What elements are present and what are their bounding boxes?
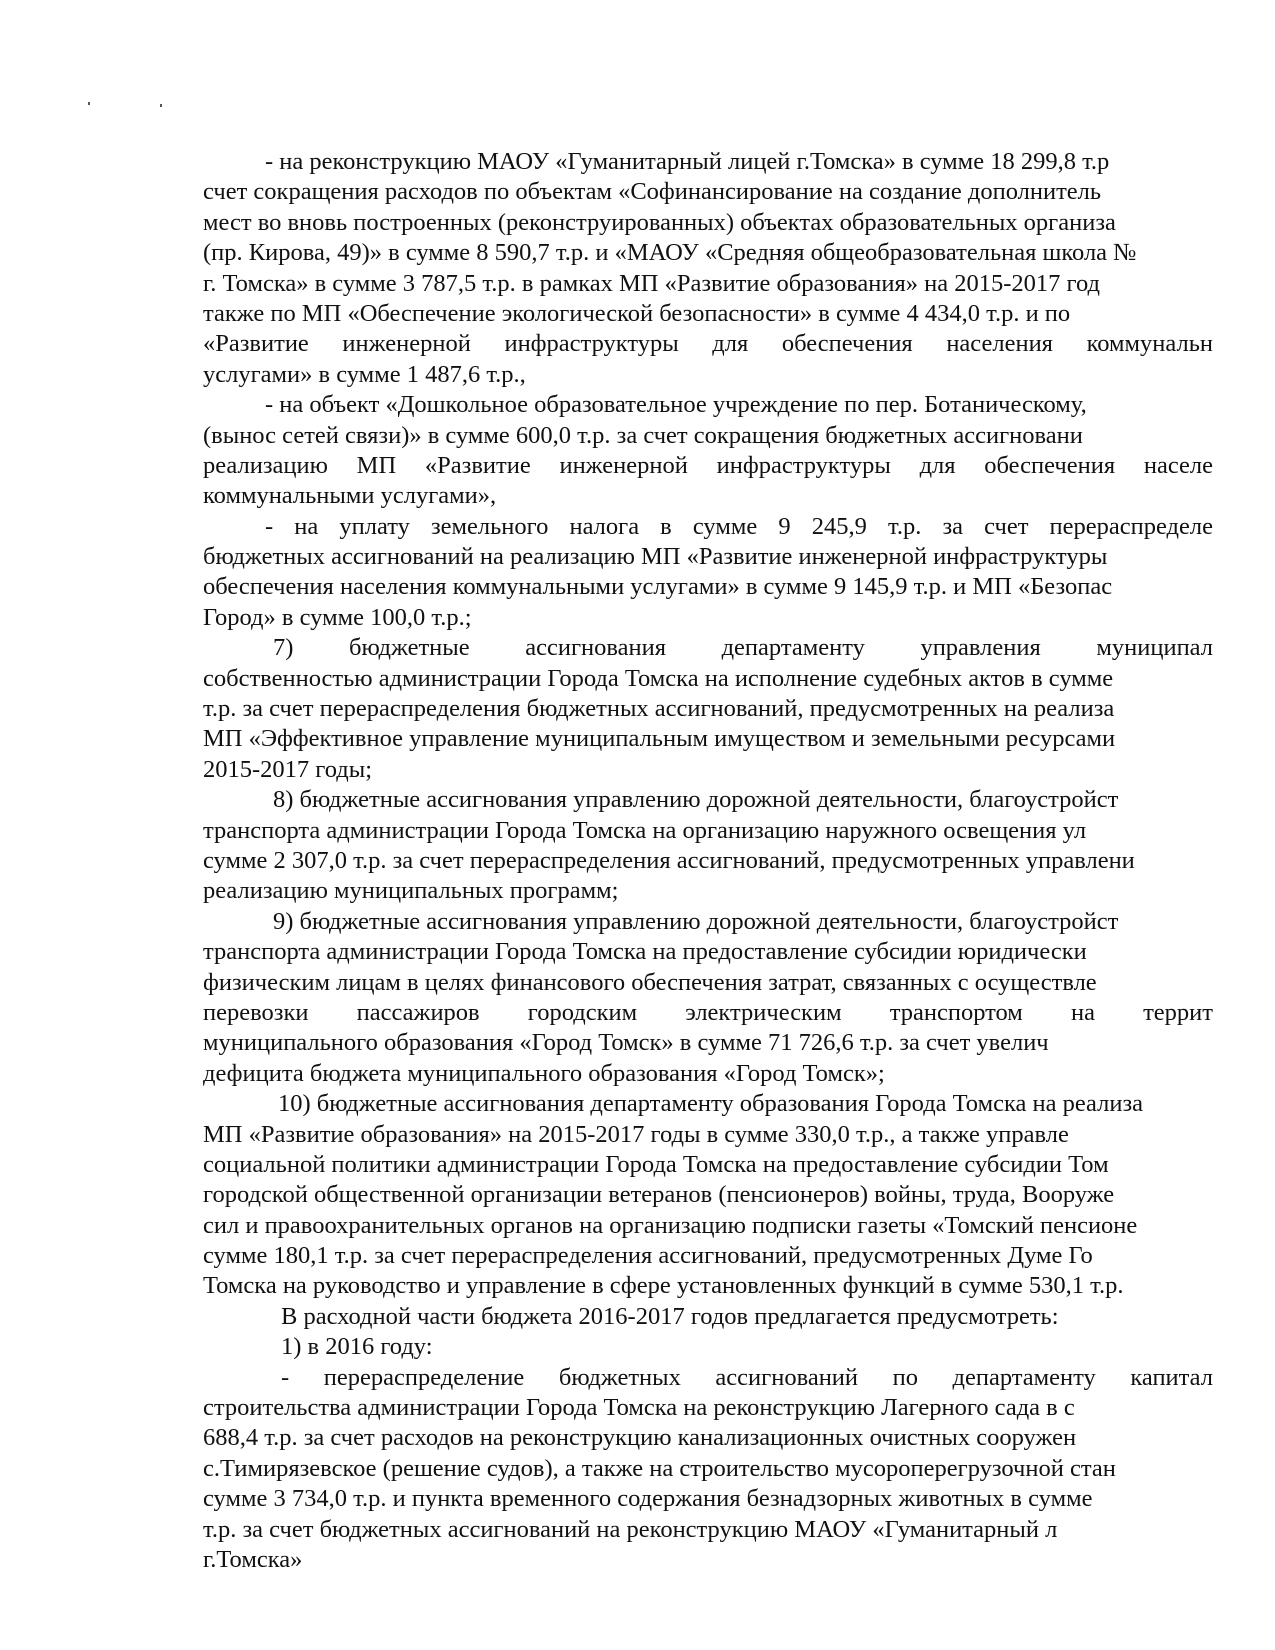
text-line: 2015-2017 годы; [203, 755, 372, 783]
scan-speck [88, 102, 90, 105]
text-line: мест во вновь построенных (реконструированных) объектах образовательных организа [203, 208, 1116, 236]
text-line: 9) бюджетные ассигнования управлению дорожной деятельности, благоустройст [273, 907, 1119, 935]
text-line: 1) в 2016 году: [281, 1333, 433, 1361]
text-line: «Развитие инженерной инфраструктуры для обеспечения населения коммунальн [203, 330, 1213, 358]
text-line: дефицита бюджета муниципального образования «Город Томск»; [203, 1059, 885, 1087]
text-line: городской общественной организации ветеранов (пенсионеров) войны, труда, Вооруже [203, 1181, 1115, 1209]
text-line: т.р. за счет бюджетных ассигнований на реконструкцию МАОУ «Гуманитарный л [203, 1515, 1058, 1543]
text-line: (пр. Кирова, 49)» в сумме 8 590,7 т.р. и «МАОУ «Средняя общеобразовательная школа № [203, 239, 1137, 267]
text-line: сумме 2 307,0 т.р. за счет перераспределения ассигнований, предусмотренных управлени [203, 846, 1135, 874]
text-line: счет сокращения расходов по объектам «Софинансирование на создание дополнитель [203, 178, 1102, 206]
text-line: муниципального образования «Город Томск» в сумме 71 726,6 т.р. за счет увелич [203, 1029, 1049, 1057]
text-line: собственностью администрации Города Томска на исполнение судебных актов в сумме [203, 664, 1114, 692]
text-line: физическим лицам в целях финансового обеспечения затрат, связанных с осуществле [203, 968, 1097, 996]
text-line: - перераспределение бюджетных ассигнований по департаменту капитал [281, 1363, 1213, 1391]
text-line: также по МП «Обеспечение экологической безопасности» в сумме 4 434,0 т.р. и по [203, 299, 1071, 327]
text-line: бюджетных ассигнований на реализацию МП «Развитие инженерной инфраструктуры [203, 543, 1108, 571]
text-line: транспорта администрации Города Томска на организацию наружного освещения ул [203, 816, 1087, 844]
text-line: сумме 180,1 т.р. за счет перераспределения ассигнований, предусмотренных Думе Го [203, 1242, 1093, 1270]
text-line: перевозки пассажиров городским электрическим транспортом на террит [203, 998, 1213, 1026]
text-line: - на уплату земельного налога в сумме 9 245,9 т.р. за счет перераспределе [265, 512, 1213, 540]
text-line: с.Тимирязевское (решение судов), а также на строительство мусороперегрузочной стан [203, 1454, 1116, 1482]
text-line: услугами» в сумме 1 487,6 т.р., [203, 360, 526, 388]
text-line: 688,4 т.р. за счет расходов на реконструкцию канализационных очистных сооружен [203, 1424, 1077, 1452]
text-line: МП «Развитие образования» на 2015-2017 годы в сумме 330,0 т.р., а также управле [203, 1120, 1069, 1148]
text-line: 8) бюджетные ассигнования управлению дорожной деятельности, благоустройст [273, 786, 1119, 814]
text-line: В расходной части бюджета 2016-2017 годов предлагается предусмотреть: [281, 1302, 1059, 1330]
text-line: т.р. за счет перераспределения бюджетных ассигнований, предусмотренных на реализа [203, 695, 1115, 723]
text-line: сил и правоохранительных органов на организацию подписки газеты «Томский пенсионе [203, 1211, 1138, 1239]
text-line: сумме 3 734,0 т.р. и пункта временного содержания безнадзорных животных в сумме [203, 1485, 1093, 1513]
text-line: 10) бюджетные ассигнования департаменту образования Города Томска на реализа [278, 1090, 1144, 1118]
text-line: г.Томска» [203, 1545, 303, 1573]
text-line: - на объект «Дошкольное образовательное учреждение по пер. Ботаническому, [265, 391, 1087, 419]
text-line: реализацию МП «Развитие инженерной инфраструктуры для обеспечения населе [203, 451, 1213, 479]
text-line: Томска на руководство и управление в сфере установленных функций в сумме 530,1 т.р. [203, 1272, 1124, 1300]
text-line: коммунальными услугами», [203, 482, 497, 510]
text-line: МП «Эффективное управление муниципальным имуществом и земельными ресурсами [203, 725, 1116, 753]
text-line: обеспечения населения коммунальными услугами» в сумме 9 145,9 т.р. и МП «Безопас [203, 573, 1113, 601]
text-line: (вынос сетей связи)» в сумме 600,0 т.р. за счет сокращения бюджетных ассигновани [203, 421, 1083, 449]
text-line: строительства администрации Города Томска на реконструкцию Лагерного сада в с [203, 1394, 1075, 1422]
text-line: г. Томска» в сумме 3 787,5 т.р. в рамках МП «Развитие образования» на 2015-2017 год [203, 269, 1100, 297]
text-line: Город» в сумме 100,0 т.р.; [203, 603, 472, 631]
text-line: 7) бюджетные ассигнования департаменту управления муниципал [273, 634, 1213, 662]
text-line: реализацию муниципальных программ; [203, 877, 619, 905]
text-line: социальной политики администрации Города Томска на предоставление субсидии Том [203, 1150, 1109, 1178]
text-line: транспорта администрации Города Томска на предоставление субсидии юридически [203, 938, 1087, 966]
scan-specks [88, 100, 178, 110]
text-line: - на реконструкцию МАОУ «Гуманитарный лицей г.Томска» в сумме 18 299,8 т.р [265, 148, 1110, 175]
document-body [203, 147, 1213, 1575]
scan-speck [160, 104, 162, 107]
